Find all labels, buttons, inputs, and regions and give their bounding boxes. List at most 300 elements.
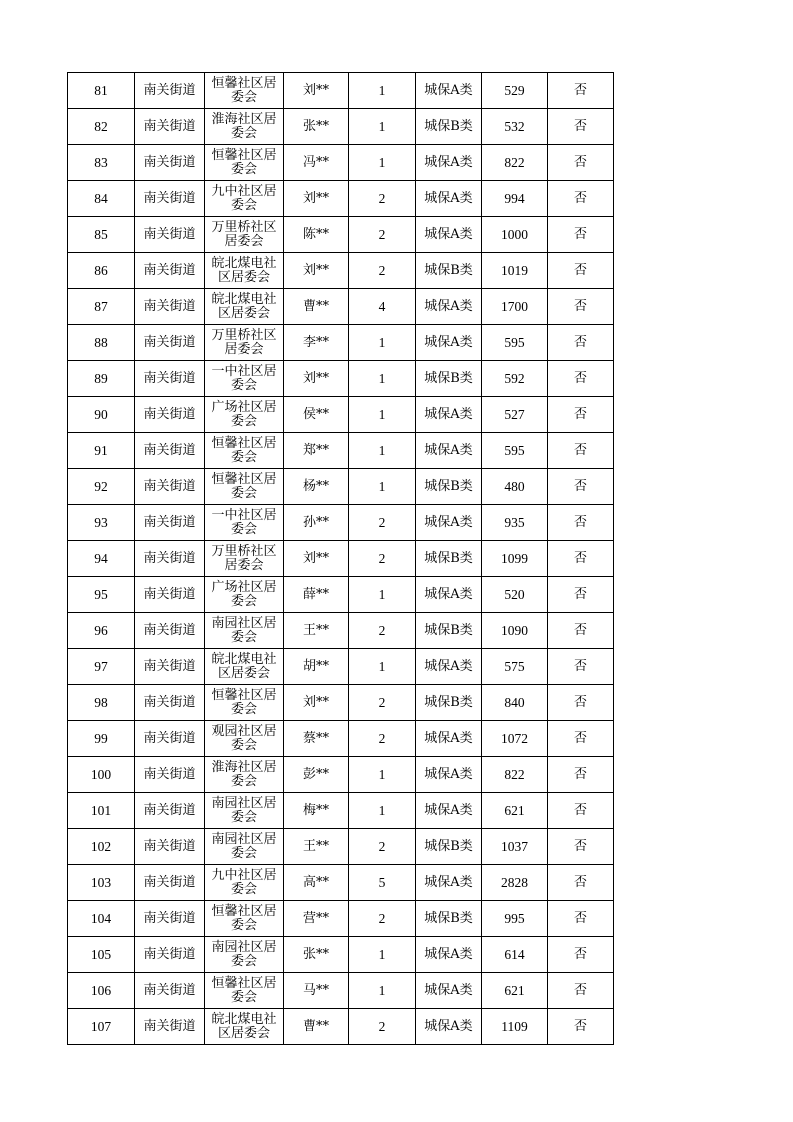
cell-flag: 否	[548, 613, 614, 649]
cell-flag: 否	[548, 1009, 614, 1045]
cell-row-number: 107	[68, 1009, 135, 1045]
table-row	[68, 73, 614, 109]
community-line: 委会	[230, 701, 257, 717]
community-line: 恒馨社区居	[211, 687, 277, 703]
cell-community	[205, 361, 284, 397]
cell-amount: 822	[482, 145, 548, 181]
cell-flag: 否	[548, 865, 614, 901]
cell-name: 陈**	[284, 217, 349, 253]
cell-street: 南关街道	[135, 901, 205, 937]
community-line: 委会	[230, 809, 257, 825]
table-row	[68, 433, 614, 469]
cell-people-count: 1	[349, 397, 416, 433]
cell-category: 城保A类	[416, 325, 482, 361]
cell-flag: 否	[548, 181, 614, 217]
community-line: 皖北煤电社	[211, 291, 277, 307]
community-line: 委会	[230, 413, 257, 429]
table-row	[68, 577, 614, 613]
cell-people-count: 2	[349, 505, 416, 541]
cell-community	[205, 1009, 284, 1045]
cell-people-count: 1	[349, 757, 416, 793]
community-line: 淮海社区居	[211, 759, 277, 775]
community-line: 委会	[230, 521, 257, 537]
cell-street: 南关街道	[135, 289, 205, 325]
cell-people-count: 1	[349, 973, 416, 1009]
cell-community	[205, 253, 284, 289]
community-line: 委会	[230, 161, 257, 177]
cell-community	[205, 649, 284, 685]
table-row	[68, 721, 614, 757]
community-line: 委会	[230, 881, 257, 897]
community-line: 南园社区居	[211, 795, 277, 811]
community-line: 淮海社区居	[211, 111, 277, 127]
cell-name: 营**	[284, 901, 349, 937]
cell-row-number: 101	[68, 793, 135, 829]
cell-name: 刘**	[284, 253, 349, 289]
cell-name: 王**	[284, 613, 349, 649]
cell-street: 南关街道	[135, 397, 205, 433]
cell-street: 南关街道	[135, 217, 205, 253]
cell-street: 南关街道	[135, 793, 205, 829]
community-line: 居委会	[224, 233, 264, 249]
cell-amount: 621	[482, 973, 548, 1009]
cell-category: 城保A类	[416, 973, 482, 1009]
community-line: 万里桥社区	[211, 327, 277, 343]
cell-people-count: 1	[349, 325, 416, 361]
cell-street: 南关街道	[135, 253, 205, 289]
cell-amount: 822	[482, 757, 548, 793]
cell-street: 南关街道	[135, 1009, 205, 1045]
table-row	[68, 505, 614, 541]
cell-people-count: 1	[349, 937, 416, 973]
cell-amount: 1037	[482, 829, 548, 865]
cell-name: 高**	[284, 865, 349, 901]
cell-name: 刘**	[284, 181, 349, 217]
cell-name: 曹**	[284, 289, 349, 325]
cell-community	[205, 937, 284, 973]
cell-amount: 2828	[482, 865, 548, 901]
cell-community	[205, 289, 284, 325]
cell-community	[205, 217, 284, 253]
cell-amount: 935	[482, 505, 548, 541]
community-line: 委会	[230, 377, 257, 393]
cell-people-count: 1	[349, 433, 416, 469]
cell-name: 梅**	[284, 793, 349, 829]
table-row	[68, 541, 614, 577]
table-row	[68, 865, 614, 901]
cell-people-count: 1	[349, 793, 416, 829]
cell-amount: 527	[482, 397, 548, 433]
cell-category: 城保B类	[416, 361, 482, 397]
cell-amount: 595	[482, 433, 548, 469]
community-line: 委会	[230, 593, 257, 609]
cell-name: 张**	[284, 109, 349, 145]
table-row	[68, 1009, 614, 1045]
cell-name: 胡**	[284, 649, 349, 685]
cell-people-count: 1	[349, 361, 416, 397]
cell-people-count: 2	[349, 541, 416, 577]
cell-category: 城保A类	[416, 289, 482, 325]
cell-people-count: 2	[349, 217, 416, 253]
cell-amount: 595	[482, 325, 548, 361]
cell-flag: 否	[548, 253, 614, 289]
cell-amount: 592	[482, 361, 548, 397]
cell-people-count: 2	[349, 721, 416, 757]
cell-people-count: 2	[349, 829, 416, 865]
cell-row-number: 100	[68, 757, 135, 793]
table-row	[68, 289, 614, 325]
cell-community	[205, 685, 284, 721]
community-line: 九中社区居	[211, 183, 277, 199]
cell-row-number: 93	[68, 505, 135, 541]
table-row	[68, 217, 614, 253]
cell-people-count: 1	[349, 649, 416, 685]
community-line: 皖北煤电社	[211, 651, 277, 667]
cell-people-count: 1	[349, 577, 416, 613]
cell-flag: 否	[548, 397, 614, 433]
cell-category: 城保A类	[416, 1009, 482, 1045]
community-line: 区居委会	[217, 269, 270, 285]
cell-category: 城保A类	[416, 505, 482, 541]
cell-name: 马**	[284, 973, 349, 1009]
community-line: 委会	[230, 485, 257, 501]
cell-flag: 否	[548, 649, 614, 685]
cell-name: 冯**	[284, 145, 349, 181]
community-line: 万里桥社区	[211, 543, 277, 559]
cell-name: 郑**	[284, 433, 349, 469]
community-line: 恒馨社区居	[211, 147, 277, 163]
table-row	[68, 829, 614, 865]
cell-community	[205, 469, 284, 505]
cell-street: 南关街道	[135, 577, 205, 613]
cell-amount: 995	[482, 901, 548, 937]
cell-name: 蔡**	[284, 721, 349, 757]
cell-people-count: 2	[349, 613, 416, 649]
cell-name: 李**	[284, 325, 349, 361]
data-table-sheet	[67, 72, 614, 1045]
cell-row-number: 88	[68, 325, 135, 361]
cell-flag: 否	[548, 541, 614, 577]
cell-street: 南关街道	[135, 649, 205, 685]
cell-category: 城保A类	[416, 217, 482, 253]
table-row	[68, 253, 614, 289]
table-row	[68, 685, 614, 721]
cell-category: 城保A类	[416, 649, 482, 685]
cell-community	[205, 901, 284, 937]
cell-community	[205, 433, 284, 469]
data-table	[67, 72, 614, 1045]
cell-name: 彭**	[284, 757, 349, 793]
cell-street: 南关街道	[135, 541, 205, 577]
cell-category: 城保A类	[416, 397, 482, 433]
cell-amount: 1019	[482, 253, 548, 289]
community-line: 居委会	[224, 341, 264, 357]
table-row	[68, 757, 614, 793]
cell-row-number: 85	[68, 217, 135, 253]
cell-category: 城保B类	[416, 685, 482, 721]
community-line: 区居委会	[217, 305, 270, 321]
cell-category: 城保B类	[416, 469, 482, 505]
cell-community	[205, 109, 284, 145]
community-line: 恒馨社区居	[211, 975, 277, 991]
cell-flag: 否	[548, 829, 614, 865]
cell-community	[205, 973, 284, 1009]
cell-category: 城保B类	[416, 901, 482, 937]
community-line: 委会	[230, 953, 257, 969]
community-line: 恒馨社区居	[211, 435, 277, 451]
cell-street: 南关街道	[135, 973, 205, 1009]
community-line: 委会	[230, 449, 257, 465]
community-line: 区居委会	[217, 665, 270, 681]
cell-amount: 840	[482, 685, 548, 721]
table-row	[68, 469, 614, 505]
cell-amount: 532	[482, 109, 548, 145]
community-line: 观园社区居	[211, 723, 277, 739]
community-line: 一中社区居	[211, 363, 277, 379]
cell-row-number: 96	[68, 613, 135, 649]
community-line: 委会	[230, 845, 257, 861]
table-row	[68, 181, 614, 217]
cell-row-number: 94	[68, 541, 135, 577]
community-line: 恒馨社区居	[211, 471, 277, 487]
cell-people-count: 1	[349, 145, 416, 181]
cell-people-count: 1	[349, 73, 416, 109]
cell-row-number: 81	[68, 73, 135, 109]
cell-name: 刘**	[284, 361, 349, 397]
community-line: 委会	[230, 125, 257, 141]
cell-flag: 否	[548, 217, 614, 253]
cell-flag: 否	[548, 73, 614, 109]
cell-street: 南关街道	[135, 613, 205, 649]
cell-category: 城保A类	[416, 937, 482, 973]
community-line: 居委会	[224, 557, 264, 573]
cell-flag: 否	[548, 109, 614, 145]
cell-flag: 否	[548, 973, 614, 1009]
cell-people-count: 5	[349, 865, 416, 901]
cell-people-count: 2	[349, 253, 416, 289]
cell-flag: 否	[548, 577, 614, 613]
cell-name: 杨**	[284, 469, 349, 505]
cell-row-number: 91	[68, 433, 135, 469]
cell-name: 刘**	[284, 73, 349, 109]
cell-amount: 520	[482, 577, 548, 613]
cell-row-number: 103	[68, 865, 135, 901]
cell-amount: 1700	[482, 289, 548, 325]
cell-row-number: 105	[68, 937, 135, 973]
cell-street: 南关街道	[135, 325, 205, 361]
community-line: 广场社区居	[211, 579, 277, 595]
cell-flag: 否	[548, 145, 614, 181]
cell-category: 城保A类	[416, 865, 482, 901]
cell-category: 城保B类	[416, 541, 482, 577]
table-body	[68, 73, 614, 1045]
cell-people-count: 2	[349, 1009, 416, 1045]
table-row	[68, 973, 614, 1009]
cell-community	[205, 325, 284, 361]
cell-amount: 1000	[482, 217, 548, 253]
table-row	[68, 649, 614, 685]
cell-category: 城保A类	[416, 721, 482, 757]
cell-name: 曹**	[284, 1009, 349, 1045]
cell-flag: 否	[548, 757, 614, 793]
cell-row-number: 84	[68, 181, 135, 217]
cell-community	[205, 829, 284, 865]
cell-row-number: 106	[68, 973, 135, 1009]
cell-row-number: 87	[68, 289, 135, 325]
cell-flag: 否	[548, 361, 614, 397]
community-line: 委会	[230, 773, 257, 789]
cell-community	[205, 757, 284, 793]
cell-category: 城保A类	[416, 793, 482, 829]
table-row	[68, 793, 614, 829]
cell-row-number: 98	[68, 685, 135, 721]
cell-name: 王**	[284, 829, 349, 865]
cell-category: 城保A类	[416, 433, 482, 469]
cell-community	[205, 541, 284, 577]
cell-amount: 994	[482, 181, 548, 217]
cell-street: 南关街道	[135, 145, 205, 181]
cell-category: 城保A类	[416, 181, 482, 217]
community-line: 南园社区居	[211, 831, 277, 847]
cell-category: 城保A类	[416, 145, 482, 181]
community-line: 恒馨社区居	[211, 903, 277, 919]
table-row	[68, 109, 614, 145]
cell-flag: 否	[548, 325, 614, 361]
cell-flag: 否	[548, 433, 614, 469]
cell-people-count: 4	[349, 289, 416, 325]
cell-category: 城保B类	[416, 613, 482, 649]
cell-row-number: 90	[68, 397, 135, 433]
community-line: 委会	[230, 917, 257, 933]
cell-amount: 480	[482, 469, 548, 505]
cell-flag: 否	[548, 793, 614, 829]
cell-street: 南关街道	[135, 109, 205, 145]
cell-people-count: 2	[349, 901, 416, 937]
cell-street: 南关街道	[135, 937, 205, 973]
cell-category: 城保B类	[416, 109, 482, 145]
cell-street: 南关街道	[135, 73, 205, 109]
cell-community	[205, 397, 284, 433]
cell-street: 南关街道	[135, 721, 205, 757]
cell-street: 南关街道	[135, 469, 205, 505]
cell-community	[205, 613, 284, 649]
cell-category: 城保B类	[416, 253, 482, 289]
cell-amount: 1099	[482, 541, 548, 577]
cell-community	[205, 505, 284, 541]
table-row	[68, 325, 614, 361]
community-line: 广场社区居	[211, 399, 277, 415]
table-row	[68, 397, 614, 433]
community-line: 委会	[230, 989, 257, 1005]
cell-flag: 否	[548, 505, 614, 541]
cell-street: 南关街道	[135, 865, 205, 901]
cell-row-number: 104	[68, 901, 135, 937]
community-line: 委会	[230, 737, 257, 753]
cell-row-number: 83	[68, 145, 135, 181]
table-row	[68, 145, 614, 181]
community-line: 恒馨社区居	[211, 75, 277, 91]
table-row	[68, 613, 614, 649]
cell-flag: 否	[548, 685, 614, 721]
cell-row-number: 95	[68, 577, 135, 613]
cell-people-count: 1	[349, 109, 416, 145]
cell-amount: 575	[482, 649, 548, 685]
cell-category: 城保A类	[416, 757, 482, 793]
cell-amount: 614	[482, 937, 548, 973]
cell-name: 刘**	[284, 685, 349, 721]
cell-people-count: 2	[349, 685, 416, 721]
cell-row-number: 89	[68, 361, 135, 397]
cell-amount: 1090	[482, 613, 548, 649]
community-line: 九中社区居	[211, 867, 277, 883]
community-line: 皖北煤电社	[211, 1011, 277, 1027]
cell-category: 城保A类	[416, 577, 482, 613]
cell-flag: 否	[548, 901, 614, 937]
cell-amount: 1109	[482, 1009, 548, 1045]
cell-row-number: 99	[68, 721, 135, 757]
cell-street: 南关街道	[135, 433, 205, 469]
cell-name: 薛**	[284, 577, 349, 613]
cell-street: 南关街道	[135, 181, 205, 217]
cell-community	[205, 577, 284, 613]
cell-amount: 529	[482, 73, 548, 109]
community-line: 皖北煤电社	[211, 255, 277, 271]
cell-row-number: 97	[68, 649, 135, 685]
cell-community	[205, 793, 284, 829]
community-line: 区居委会	[217, 1025, 270, 1041]
cell-row-number: 82	[68, 109, 135, 145]
cell-category: 城保A类	[416, 73, 482, 109]
cell-community	[205, 73, 284, 109]
cell-street: 南关街道	[135, 757, 205, 793]
cell-street: 南关街道	[135, 505, 205, 541]
table-row	[68, 937, 614, 973]
cell-street: 南关街道	[135, 685, 205, 721]
table-row	[68, 901, 614, 937]
cell-community	[205, 721, 284, 757]
cell-name: 刘**	[284, 541, 349, 577]
cell-name: 侯**	[284, 397, 349, 433]
cell-row-number: 102	[68, 829, 135, 865]
community-line: 一中社区居	[211, 507, 277, 523]
cell-flag: 否	[548, 937, 614, 973]
community-line: 委会	[230, 89, 257, 105]
cell-people-count: 1	[349, 469, 416, 505]
community-line: 南园社区居	[211, 615, 277, 631]
community-line: 委会	[230, 629, 257, 645]
cell-name: 孙**	[284, 505, 349, 541]
cell-amount: 1072	[482, 721, 548, 757]
cell-community	[205, 181, 284, 217]
community-line: 南园社区居	[211, 939, 277, 955]
cell-amount: 621	[482, 793, 548, 829]
table-row	[68, 361, 614, 397]
cell-row-number: 86	[68, 253, 135, 289]
cell-street: 南关街道	[135, 829, 205, 865]
cell-flag: 否	[548, 721, 614, 757]
cell-name: 张**	[284, 937, 349, 973]
cell-people-count: 2	[349, 181, 416, 217]
cell-category: 城保B类	[416, 829, 482, 865]
community-line: 万里桥社区	[211, 219, 277, 235]
cell-flag: 否	[548, 469, 614, 505]
cell-flag: 否	[548, 289, 614, 325]
cell-street: 南关街道	[135, 361, 205, 397]
community-line: 委会	[230, 197, 257, 213]
cell-row-number: 92	[68, 469, 135, 505]
cell-community	[205, 865, 284, 901]
cell-community	[205, 145, 284, 181]
